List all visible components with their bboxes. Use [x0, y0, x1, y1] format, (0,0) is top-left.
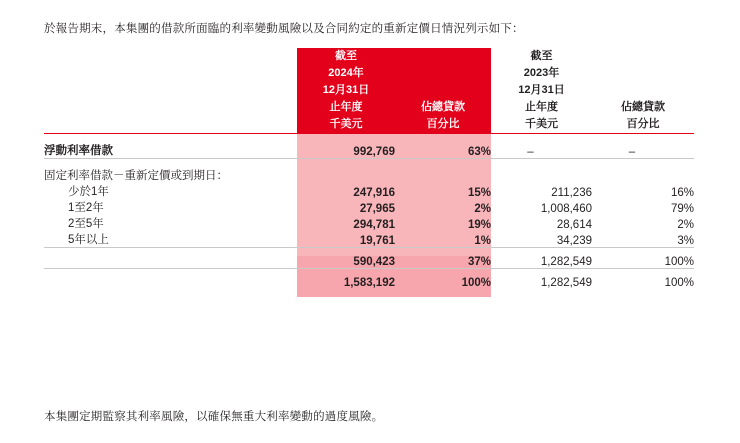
spacer-cell — [491, 289, 592, 297]
subtotal-2023-percent: 100% — [664, 256, 694, 268]
header-line: 12月31日 — [518, 84, 565, 96]
total-2024-percent: 100% — [395, 277, 491, 289]
table-row — [44, 199, 694, 215]
subtotal-label — [44, 256, 297, 269]
header-line: 千美元 — [525, 118, 558, 130]
rule-cell — [491, 269, 592, 278]
header-line: 2024年 — [328, 67, 364, 79]
total-2023-amount: 1,282,549 — [540, 277, 592, 289]
row-label-fixed-rate-heading: 固定利率借款－重新定價或到期日： — [44, 170, 228, 182]
header-2023-amount — [491, 48, 592, 134]
spacer-cell — [395, 289, 491, 297]
interest-rate-risk-table — [44, 48, 694, 297]
row-value-2023-amount — [491, 167, 592, 183]
header-rule — [44, 134, 694, 143]
row-value-2023-percent — [592, 167, 694, 183]
intro-paragraph: 於報告期末，本集團的借款所面臨的利率變動風險以及合同約定的重新定價日情況列示如下： — [44, 23, 524, 35]
outro-paragraph: 本集團定期監察其利率風險，以確保無重大利率變動的過度風險。 — [44, 411, 384, 423]
section-rule — [44, 159, 694, 168]
table-bottom-spacer — [44, 289, 694, 297]
table-row — [44, 142, 694, 159]
subtotal-rule — [44, 248, 694, 257]
rule-cell — [395, 159, 491, 168]
rule-cell — [491, 248, 592, 257]
rule-cell — [592, 269, 694, 278]
row-value-2024-percent — [395, 167, 491, 183]
header-line — [395, 82, 491, 99]
spacer-cell — [44, 289, 297, 297]
header-line: 佔總貸款 — [621, 101, 665, 113]
header-line: 止年度 — [525, 101, 558, 113]
table-row — [44, 215, 694, 231]
row-value-2024-percent: 1% — [395, 231, 491, 248]
table-header-row — [44, 48, 694, 134]
row-value-2023-amount: 34,239 — [556, 235, 592, 247]
rule-cell — [395, 134, 491, 143]
header-label-cell — [44, 48, 297, 134]
rule-cell — [44, 159, 297, 168]
row-value-2023-percent: 79% — [670, 203, 694, 215]
row-value-2023-percent: 2% — [677, 219, 694, 231]
subtotal-2024-amount: 590,423 — [297, 256, 395, 269]
rule-cell — [491, 134, 592, 143]
row-value-2024-amount: 992,769 — [297, 142, 395, 159]
row-value-2024-amount: 294,781 — [297, 215, 395, 231]
row-value-2023-amount: 28,614 — [556, 219, 592, 231]
total-2024-amount: 1,583,192 — [297, 277, 395, 289]
rule-cell — [395, 248, 491, 257]
total-rule — [44, 269, 694, 278]
row-value-2024-percent: 2% — [395, 199, 491, 215]
row-value-2023-amount: – — [527, 146, 534, 158]
rule-cell — [44, 134, 297, 143]
row-value-2024-percent: 63% — [395, 142, 491, 159]
rule-cell — [297, 269, 395, 278]
rule-cell — [491, 159, 592, 168]
table-subtotal-row — [44, 256, 694, 269]
table-total-row — [44, 277, 694, 289]
row-label: 1至2年 — [68, 202, 104, 214]
row-value-2023-percent: – — [628, 146, 636, 158]
header-line — [592, 82, 694, 99]
financial-table — [44, 48, 694, 297]
table-row — [44, 183, 694, 199]
header-line — [592, 48, 694, 65]
row-value-2024-percent: 19% — [395, 215, 491, 231]
row-value-2023-amount: 1,008,460 — [540, 203, 592, 215]
subtotal-2023-amount: 1,282,549 — [540, 256, 592, 268]
header-line: 止年度 — [329, 101, 363, 113]
spacer-cell — [592, 289, 694, 297]
row-value-2023-percent: 16% — [670, 187, 694, 199]
header-line: 12月31日 — [322, 84, 370, 96]
rule-cell — [592, 159, 694, 168]
row-value-2023-percent: 3% — [677, 235, 694, 247]
row-value-2024-amount — [297, 167, 395, 183]
row-label: 浮動利率借款 — [44, 145, 113, 157]
rule-cell — [592, 134, 694, 143]
row-label: 5年以上 — [68, 234, 109, 246]
row-label: 少於1年 — [68, 186, 109, 198]
table-row — [44, 167, 694, 183]
row-label: 2至5年 — [68, 218, 104, 230]
spacer-cell — [297, 289, 395, 297]
rule-cell — [592, 248, 694, 257]
rule-cell — [297, 248, 395, 257]
header-2023-percent — [592, 48, 694, 134]
total-label — [44, 277, 297, 289]
subtotal-2024-percent: 37% — [395, 256, 491, 269]
rule-cell — [297, 159, 395, 168]
header-line: 佔總貸款 — [421, 101, 465, 113]
row-value-2024-amount: 247,916 — [297, 183, 395, 199]
header-line: 截至 — [335, 50, 357, 62]
header-line: 千美元 — [329, 118, 363, 130]
row-value-2024-amount: 19,761 — [297, 231, 395, 248]
rule-cell — [44, 269, 297, 278]
row-value-2023-amount: 211,236 — [551, 187, 592, 199]
header-2024-amount — [297, 48, 395, 134]
header-line — [395, 48, 491, 65]
row-value-2024-amount: 27,965 — [297, 199, 395, 215]
rule-cell — [44, 248, 297, 257]
rule-cell — [395, 269, 491, 278]
header-line: 截至 — [530, 50, 553, 62]
header-line — [592, 65, 694, 82]
header-line: 百分比 — [426, 118, 460, 130]
total-2023-percent: 100% — [664, 277, 694, 289]
header-line — [395, 65, 491, 82]
rule-cell — [297, 134, 395, 143]
row-value-2024-percent: 15% — [395, 183, 491, 199]
header-2024-percent — [395, 48, 491, 134]
header-line: 百分比 — [626, 118, 660, 130]
header-line: 2023年 — [523, 67, 560, 79]
table-row — [44, 231, 694, 248]
